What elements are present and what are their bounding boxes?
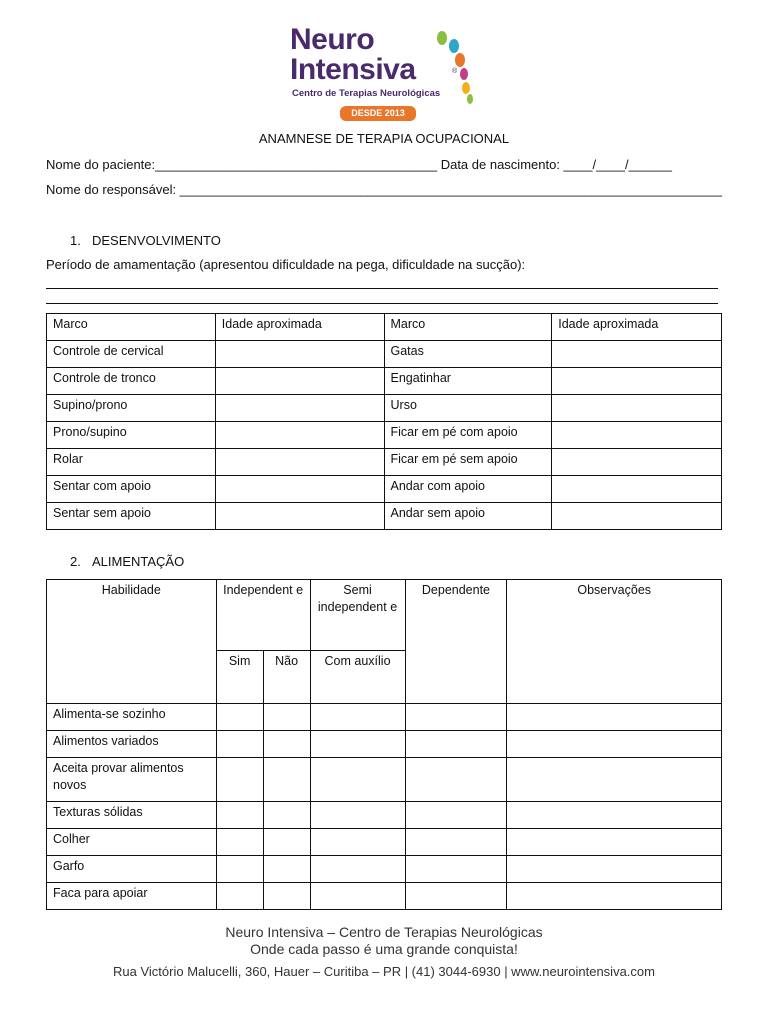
table-row bbox=[47, 341, 722, 368]
answer-cell[interactable] bbox=[263, 829, 310, 856]
brand-logo bbox=[290, 24, 490, 126]
table-row bbox=[47, 449, 722, 476]
answer-cell[interactable] bbox=[507, 704, 722, 731]
section-title: ALIMENTAÇÃO bbox=[92, 554, 185, 569]
age-cell[interactable] bbox=[552, 503, 722, 530]
table-row bbox=[47, 503, 722, 530]
answer-cell[interactable] bbox=[216, 883, 263, 910]
header-semi: Semi independent e bbox=[310, 580, 405, 651]
answer-cell[interactable] bbox=[263, 883, 310, 910]
age-cell[interactable] bbox=[215, 503, 384, 530]
milestone-cell: Andar com apoio bbox=[384, 476, 552, 503]
age-cell[interactable] bbox=[215, 449, 384, 476]
table-row bbox=[47, 476, 722, 503]
answer-cell[interactable] bbox=[263, 758, 310, 802]
header-cell: Idade aproximada bbox=[552, 314, 722, 341]
skill-cell: Colher bbox=[47, 829, 217, 856]
feeding-table bbox=[46, 579, 722, 910]
milestone-cell: Supino/prono bbox=[47, 395, 216, 422]
logo-subtitle: Centro de Terapias Neurológicas bbox=[292, 88, 441, 99]
document-title: ANAMNESE DE TERAPIA OCUPACIONAL bbox=[258, 131, 510, 146]
milestone-cell: Controle de tronco bbox=[47, 368, 216, 395]
age-cell[interactable] bbox=[215, 422, 384, 449]
milestone-cell: Andar sem apoio bbox=[384, 503, 552, 530]
answer-cell[interactable] bbox=[507, 883, 722, 910]
skill-cell: Garfo bbox=[47, 856, 217, 883]
age-cell[interactable] bbox=[552, 422, 722, 449]
header-com-auxilio: Com auxílio bbox=[310, 651, 405, 704]
table-row bbox=[47, 829, 722, 856]
milestone-cell: Gatas bbox=[384, 341, 552, 368]
age-cell[interactable] bbox=[552, 476, 722, 503]
skill-cell: Texturas sólidas bbox=[47, 802, 217, 829]
section-number: 1. bbox=[70, 233, 81, 248]
responsible-field[interactable]: Nome do responsável: ___________________________________________________________________________ bbox=[46, 182, 722, 197]
development-table bbox=[46, 313, 722, 530]
age-cell[interactable] bbox=[552, 449, 722, 476]
table-row bbox=[47, 704, 722, 731]
milestone-cell: Engatinhar bbox=[384, 368, 552, 395]
answer-cell[interactable] bbox=[263, 802, 310, 829]
answer-cell[interactable] bbox=[216, 829, 263, 856]
header-nao: Não bbox=[263, 651, 310, 704]
milestone-cell: Sentar com apoio bbox=[47, 476, 216, 503]
table-row bbox=[47, 731, 722, 758]
answer-cell[interactable] bbox=[310, 883, 405, 910]
answer-cell[interactable] bbox=[263, 856, 310, 883]
table-row bbox=[47, 758, 722, 802]
logo-line1: Neuro bbox=[290, 23, 375, 56]
milestone-cell: Rolar bbox=[47, 449, 216, 476]
answer-cell[interactable] bbox=[216, 704, 263, 731]
answer-cell[interactable] bbox=[310, 704, 405, 731]
age-cell[interactable] bbox=[552, 341, 722, 368]
milestone-cell: Urso bbox=[384, 395, 552, 422]
answer-cell[interactable] bbox=[405, 704, 507, 731]
table-row bbox=[47, 883, 722, 910]
age-cell[interactable] bbox=[215, 368, 384, 395]
header-habilidade: Habilidade bbox=[47, 580, 217, 704]
answer-cell[interactable] bbox=[216, 856, 263, 883]
answer-cell[interactable] bbox=[263, 704, 310, 731]
registered-mark: ® bbox=[452, 68, 458, 75]
header-dependente: Dependente bbox=[405, 580, 507, 704]
answer-cell[interactable] bbox=[216, 731, 263, 758]
header-cell: Idade aproximada bbox=[215, 314, 384, 341]
table-row bbox=[47, 368, 722, 395]
answer-cell[interactable] bbox=[507, 829, 722, 856]
age-cell[interactable] bbox=[215, 395, 384, 422]
answer-cell[interactable] bbox=[405, 856, 507, 883]
logo-line2: Intensiva bbox=[290, 53, 416, 86]
milestone-cell: Sentar sem apoio bbox=[47, 503, 216, 530]
table-row bbox=[47, 856, 722, 883]
table-row bbox=[47, 802, 722, 829]
milestone-cell: Controle de cervical bbox=[47, 341, 216, 368]
patient-field[interactable]: Nome do paciente:_______________________________________ Data de nascimento: ____/____/______ bbox=[46, 157, 672, 172]
header-independente: Independent e bbox=[216, 580, 310, 651]
table-row bbox=[47, 422, 722, 449]
answer-cell[interactable] bbox=[405, 829, 507, 856]
footer-company: Neuro Intensiva – Centro de Terapias Neurológicas bbox=[225, 924, 543, 940]
answer-cell[interactable] bbox=[310, 829, 405, 856]
section-number: 2. bbox=[70, 554, 81, 569]
logo-badge: DESDE 2013 bbox=[340, 106, 416, 121]
skill-cell: Aceita provar alimentos novos bbox=[47, 758, 217, 802]
table-header-row bbox=[47, 580, 722, 651]
header-observacoes: Observações bbox=[507, 580, 722, 704]
table-row bbox=[47, 395, 722, 422]
milestone-cell: Ficar em pé sem apoio bbox=[384, 449, 552, 476]
answer-cell[interactable] bbox=[405, 802, 507, 829]
header-sim: Sim bbox=[216, 651, 263, 704]
answer-cell[interactable] bbox=[405, 758, 507, 802]
skill-cell: Alimenta-se sozinho bbox=[47, 704, 217, 731]
age-cell[interactable] bbox=[552, 368, 722, 395]
section-development-heading bbox=[70, 233, 221, 248]
answer-cell[interactable] bbox=[216, 758, 263, 802]
milestone-cell: Prono/supino bbox=[47, 422, 216, 449]
answer-cell[interactable] bbox=[310, 856, 405, 883]
breastfeeding-question: Período de amamentação (apresentou dificuldade na pega, dificuldade na sucção): bbox=[46, 257, 526, 272]
answer-cell[interactable] bbox=[263, 731, 310, 758]
age-cell[interactable] bbox=[552, 395, 722, 422]
age-cell[interactable] bbox=[215, 476, 384, 503]
answer-line[interactable] bbox=[46, 288, 718, 289]
answer-cell[interactable] bbox=[310, 758, 405, 802]
answer-cell[interactable] bbox=[507, 856, 722, 883]
milestone-cell: Ficar em pé com apoio bbox=[384, 422, 552, 449]
answer-cell[interactable] bbox=[507, 758, 722, 802]
answer-cell[interactable] bbox=[405, 731, 507, 758]
answer-cell[interactable] bbox=[507, 731, 722, 758]
header-cell: Marco bbox=[47, 314, 216, 341]
answer-cell[interactable] bbox=[405, 883, 507, 910]
answer-cell[interactable] bbox=[310, 731, 405, 758]
footer-address: Rua Victório Malucelli, 360, Hauer – Curitiba – PR | (41) 3044-6930 | www.neurointensiva.com bbox=[113, 964, 655, 979]
header-cell: Marco bbox=[384, 314, 552, 341]
footer-slogan: Onde cada passo é uma grande conquista! bbox=[250, 941, 518, 957]
table-header-row bbox=[47, 314, 722, 341]
skill-cell: Alimentos variados bbox=[47, 731, 217, 758]
age-cell[interactable] bbox=[215, 341, 384, 368]
answer-line[interactable] bbox=[46, 303, 718, 304]
section-title: DESENVOLVIMENTO bbox=[92, 233, 221, 248]
skill-cell: Faca para apoiar bbox=[47, 883, 217, 910]
answer-cell[interactable] bbox=[216, 802, 263, 829]
section-feeding-heading bbox=[70, 554, 184, 569]
answer-cell[interactable] bbox=[310, 802, 405, 829]
answer-cell[interactable] bbox=[507, 802, 722, 829]
